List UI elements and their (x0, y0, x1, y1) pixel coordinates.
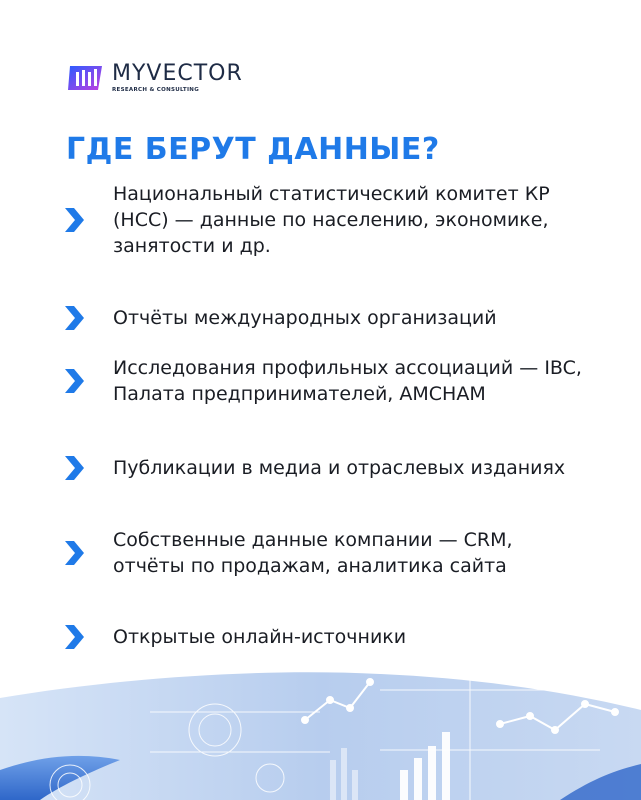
logo-mark-icon (66, 60, 106, 96)
brand-logo (66, 60, 243, 96)
chevron-right-icon (62, 623, 86, 651)
list-item (62, 527, 582, 579)
page-title: ГДЕ БЕРУТ ДАННЫЕ? (66, 132, 440, 167)
list-item-text: Исследования профильных ассоциаций — IBC, Палата предпринимателей, AMCHAM (113, 357, 582, 405)
chevron-right-icon (62, 367, 86, 395)
chevron-right-icon (62, 206, 86, 234)
brand-name: MYVECTOR (112, 61, 243, 86)
list-item-text: Национальный статистический комитет КР (НСС) — данные по населению, экономике, занятости и др. (113, 183, 550, 257)
chevron-right-icon (62, 454, 86, 482)
list-item-text: Публикации в медиа и отраслевых изданиях (113, 457, 566, 479)
list-item (62, 454, 582, 482)
list-item-text: Собственные данные компании — CRM, отчёты по продажам, аналитика сайта (113, 529, 513, 577)
list-item-text: Открытые онлайн-источники (113, 626, 407, 648)
analytics-banner (0, 660, 641, 800)
brand-subtitle: RESEARCH & CONSULTING (112, 87, 200, 93)
list-item (62, 355, 582, 407)
chevron-right-icon (62, 539, 86, 567)
list-item (62, 181, 582, 259)
list-item (62, 623, 582, 651)
list-item-text: Отчёты международных организаций (113, 307, 497, 329)
chevron-right-icon (62, 304, 86, 332)
list-item (62, 304, 582, 332)
